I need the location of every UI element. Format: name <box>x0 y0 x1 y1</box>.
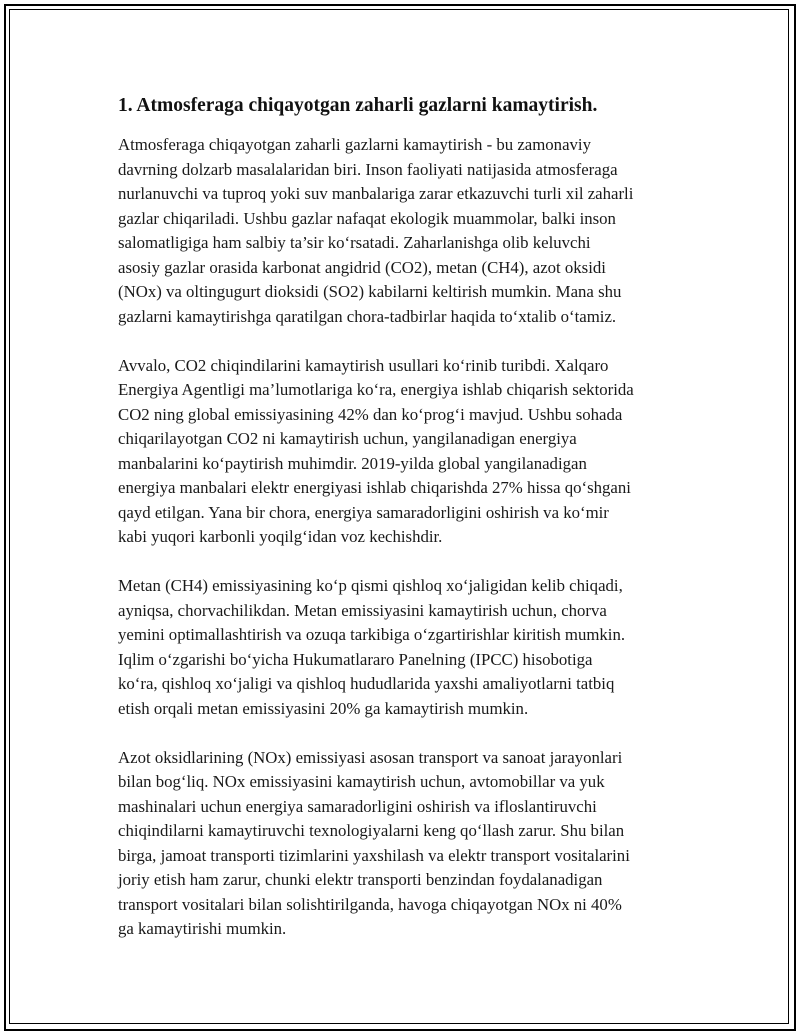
paragraph-line: joriy etish ham zarur, chunki elektr transporti benzindan foydalanadigan <box>118 870 603 889</box>
paragraph-line: asosiy gazlar orasida karbonat angidrid (CO2), metan (CH4), azot oksidi <box>118 257 606 277</box>
paragraphs-container <box>118 133 690 942</box>
paragraph-line: energiya manbalari elektr energiyasi ishlab chiqarishda 27% hissa qo‘shgani <box>118 478 631 497</box>
paragraph-line: Avvalo, CO2 chiqindilarini kamaytirish usullari ko‘rinib turibdi. Xalqaro <box>118 355 609 375</box>
paragraph-line: etish orqali metan emissiyasini 20% ga kamaytirish mumkin. <box>118 698 529 718</box>
paragraph-line: chiqarilayotgan CO2 ni kamaytirish uchun, yangilanadigan energiya <box>118 429 577 448</box>
paragraph-line: Iqlim o‘zgarishi bo‘yicha Hukumatlararo Panelning (IPCC) hisobotiga <box>118 649 593 669</box>
paragraph-line: birga, jamoat transporti tizimlarini yaxshilash va elektr transport vositalarini <box>118 845 630 865</box>
paragraph-3 <box>118 574 690 721</box>
paragraph-line: Azot oksidlarining (NOx) emissiyasi asosan transport va sanoat jarayonlari <box>118 747 623 767</box>
paragraph-line: salomatligiga ham salbiy ta’sir ko‘rsatadi. Zaharlanishga olib keluvchi <box>118 233 591 252</box>
section-heading: 1. Atmosferaga chiqayotgan zaharli gazlarni kamaytirish. <box>118 95 598 116</box>
paragraph-line: manbalarini ko‘paytirish muhimdir. 2019-yilda global yangilanadigan <box>118 453 587 473</box>
paragraph-line: ga kamaytirishi mumkin. <box>118 919 287 938</box>
paragraph-line: chiqindilarni kamaytiruvchi texnologiyalarni keng qo‘llash zarur. Shu bilan <box>118 821 625 840</box>
paragraph-line: yemini optimallashtirish va ozuqa tarkibiga o‘zgartirishlar kiritish mumkin. <box>118 625 626 644</box>
paragraph-line: transport vositalari bilan solishtirilganda, havoga chiqayotgan NOx ni 40% <box>118 894 622 914</box>
paragraph-line: bilan bog‘liq. NOx emissiyasini kamaytirish uchun, avtomobillar va yuk <box>118 772 605 791</box>
paragraph-line: nurlanuvchi va tuproq yoki suv manbalariga zarar etkazuvchi turli xil zaharli <box>118 184 634 203</box>
paragraph-line: qayd etilgan. Yana bir chora, energiya samaradorligini oshirish va ko‘mir <box>118 502 609 522</box>
document-body <box>118 92 690 966</box>
paragraph-2 <box>118 354 690 550</box>
paragraph-line: ayniqsa, chorvachilikdan. Metan emissiyasini kamaytirish uchun, chorva <box>118 600 607 620</box>
paragraph-line: CO2 ning global emissiyasining 42% dan ko‘prog‘i mavjud. Ushbu sohada <box>118 404 623 424</box>
paragraph-4 <box>118 746 690 942</box>
paragraph-line: (NOx) va oltingugurt dioksidi (SO2) kabilarni keltirish mumkin. Mana shu <box>118 282 622 301</box>
paragraph-1 <box>118 133 690 329</box>
paragraph-line: Energiya Agentligi ma’lumotlariga ko‘ra, energiya ishlab chiqarish sektorida <box>118 380 634 399</box>
paragraph-line: gazlarni kamaytirishga qaratilgan chora-tadbirlar haqida to‘xtalib o‘tamiz. <box>118 306 617 326</box>
paragraph-line: Metan (CH4) emissiyasining ko‘p qismi qishloq xo‘jaligidan kelib chiqadi, <box>118 576 623 595</box>
paragraph-line: davrning dolzarb masalalaridan biri. Inson faoliyati natijasida atmosferaga <box>118 159 618 179</box>
paragraph-line: gazlar chiqariladi. Ushbu gazlar nafaqat ekologik muammolar, balki inson <box>118 208 616 228</box>
paragraph-line: kabi yuqori karbonli yoqilg‘idan voz kechishdir. <box>118 527 443 546</box>
paragraph-line: Atmosferaga chiqayotgan zaharli gazlarni kamaytirish - bu zamonaviy <box>118 135 591 154</box>
paragraph-line: mashinalari uchun energiya samaradorligini oshirish va ifloslantiruvchi <box>118 796 597 816</box>
paragraph-line: ko‘ra, qishloq xo‘jaligi va qishloq hududlarida yaxshi amaliyotlarni tatbiq <box>118 674 615 693</box>
